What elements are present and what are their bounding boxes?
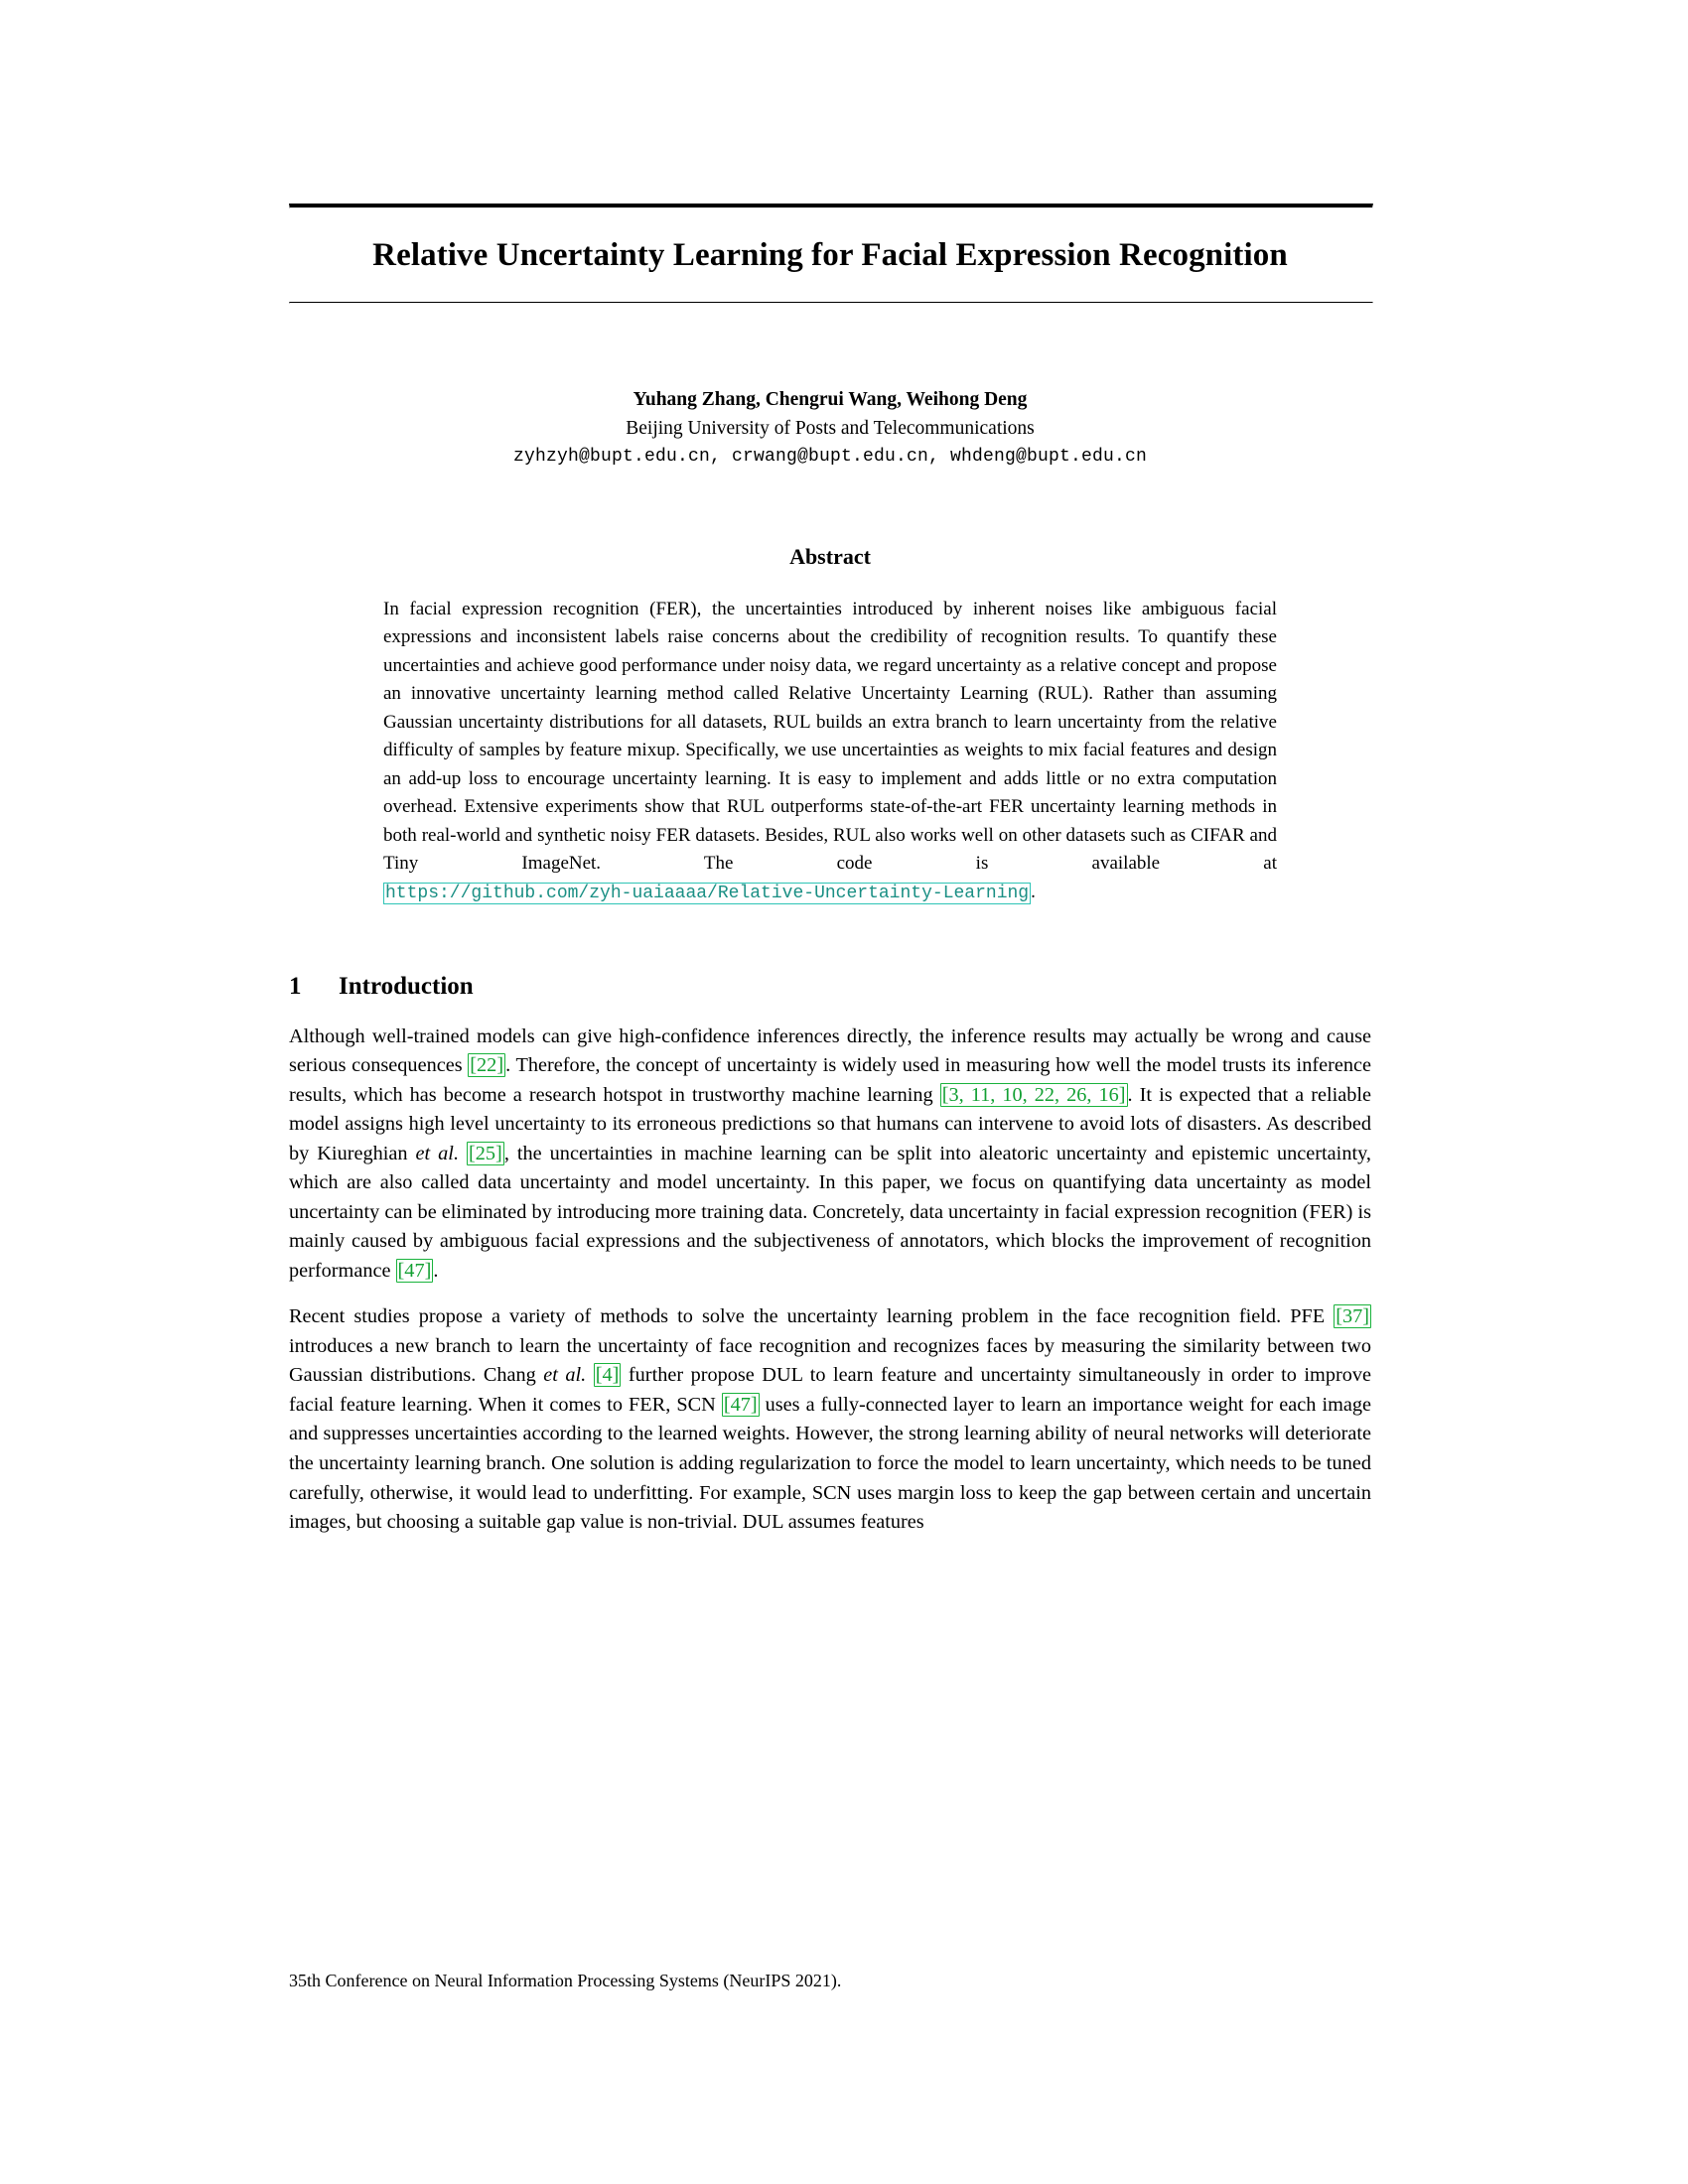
p1-italic-etal-1: et al.	[415, 1142, 460, 1164]
p2-text-a: Recent studies propose a variety of methods to solve the uncertainty learning problem in the face recognition field. PFE	[289, 1305, 1335, 1328]
intro-paragraph-2	[289, 1302, 1371, 1537]
abstract-period: .	[1031, 881, 1036, 902]
citation-37[interactable]: [37]	[1336, 1305, 1369, 1328]
p2-text-b: introduces a new branch to learn the uncertainty of face recognition and recognizes faces by measuring the similarity between two Gaussian distributions. Chang	[289, 1334, 1371, 1387]
citation-47-b[interactable]: [47]	[723, 1393, 758, 1416]
p1-text-d	[459, 1143, 467, 1164]
p2-text-c	[586, 1364, 594, 1386]
p2-text-d: further propose DUL to learn feature and uncertainty simultaneously in order to improve facial feature learning. When it comes to FER, SCN	[289, 1364, 1372, 1416]
intro-paragraph-1	[289, 1023, 1371, 1287]
citation-47-a[interactable]: [47]	[397, 1259, 432, 1282]
page-title: Relative Uncertainty Learning for Facial Expression Recognition	[372, 237, 1288, 273]
p1-text-e: , the uncertainties in machine learning can be split into aleatoric uncertainty and epistemic uncertainty, which are also called data uncertainty and model uncertainty. In this paper, we focus on quantifying data uncertainty as model uncertainty can be eliminated by introducing more training data. Concretely, data uncertainty in facial expression recognition (FER) is mainly caused by ambiguous facial expressions and the subjectiveness of annotators, which blocks the improvement of recognition performance	[289, 1142, 1371, 1282]
citation-4[interactable]: [4]	[595, 1364, 620, 1387]
section-number: 1	[289, 972, 302, 1000]
author-names: Yuhang Zhang, Chengrui Wang, Weihong Deng	[633, 388, 1028, 410]
section-heading-introduction	[289, 973, 1371, 1001]
citation-25[interactable]: [25]	[469, 1142, 502, 1164]
author-block	[289, 389, 1371, 467]
abstract-text: In facial expression recognition (FER), the uncertainties introduced by inherent noises like ambiguous facial expressions and inconsistent labels raise concerns about the credibility of recognition results. To quantify these uncertainties and achieve good performance under noisy data, we regard uncertainty as a relative concept and propose an innovative uncertainty learning method called Relative Uncertainty Learning (RUL). Rather than assuming Gaussian uncertainty distributions for all datasets, RUL builds an extra branch to learn uncertainty from the relative difficulty of samples by feature mixup. Specifically, we use uncertainties as weights to mix facial features and design an add-up loss to encourage uncertainty learning. It is easy to implement and adds little or no extra computation overhead. Extensive experiments show that RUL outperforms state-of-the-art FER uncertainty learning methods in both real-world and synthetic noisy FER datasets. Besides, RUL also works well on other datasets such as CIFAR and Tiny ImageNet. The code is available at	[383, 598, 1277, 875]
citation-22[interactable]: [22]	[470, 1054, 504, 1077]
abstract-heading: Abstract	[789, 543, 871, 569]
author-emails: zyhzyh@bupt.edu.cn, crwang@bupt.edu.cn, whdeng@bupt.edu.cn	[512, 446, 1148, 467]
p1-text-f: .	[433, 1259, 439, 1282]
section-title: Introduction	[339, 972, 474, 1000]
abstract-body	[383, 596, 1277, 907]
paper-content	[289, 204, 1371, 1555]
p2-italic-etal-1: et al.	[543, 1364, 587, 1387]
conference-footnote: 35th Conference on Neural Information Processing Systems (NeurIPS 2021).	[289, 1971, 842, 1990]
title-top-rule	[289, 204, 1373, 208]
author-affiliation: Beijing University of Posts and Telecommunications	[626, 417, 1035, 439]
p1-text-b: . Therefore, the concept of uncertainty is widely used in measuring how well the model trusts its inference results, which has become a research hotspot in trustworthy machine learning	[289, 1054, 1371, 1106]
github-link[interactable]: https://github.com/zyh-uaiaaaa/Relative-Uncertainty-Learning	[385, 883, 1030, 903]
citation-group-trustworthy-ml[interactable]: [3, 11, 10, 22, 26, 16]	[941, 1083, 1126, 1106]
p1-text-a: Although well-trained models can give high-confidence inferences directly, the inference results may actually be wrong and cause serious consequences	[289, 1024, 1371, 1077]
p1-text-c: . It is expected that a reliable model assigns high level uncertainty to its erroneous predictions so that humans can intervene to avoid lots of disasters. As described by Kiureghian	[289, 1083, 1371, 1164]
abstract-paragraph	[383, 596, 1277, 907]
title-bottom-rule	[289, 302, 1373, 304]
p2-text-e: uses a fully-connected layer to learn an importance weight for each image and suppresses uncertainties according to the learned weights. However, the strong learning ability of neural networks will deteriorate the uncertainty learning branch. One solution is adding regularization to force the model to learn uncertainty, which needs to be tuned carefully, otherwise, it would lead to underfitting. For example, SCN uses margin loss to keep the gap between certain and uncertain images, but choosing a suitable gap value is non-trivial. DUL assumes features	[289, 1393, 1372, 1534]
